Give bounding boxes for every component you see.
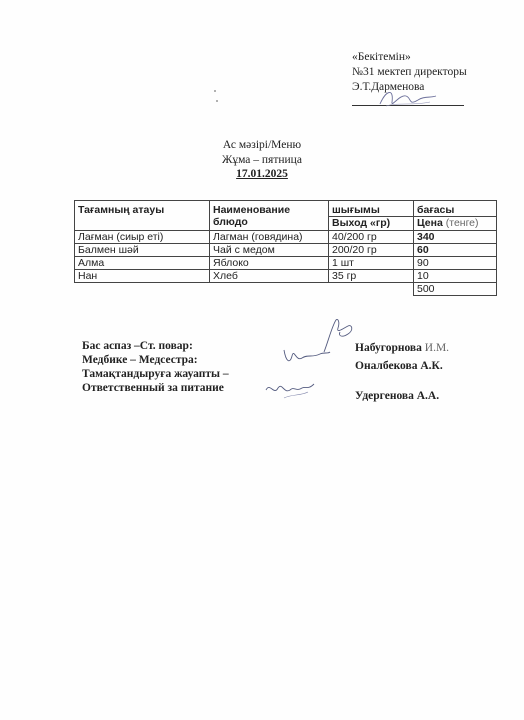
col-header-name-ru: Наименование блюдо bbox=[210, 201, 329, 231]
dish-name-kz: Балмен шәй bbox=[75, 244, 210, 257]
dish-price: 10 bbox=[414, 270, 497, 283]
staff-names bbox=[355, 341, 449, 403]
chef-name bbox=[355, 341, 449, 355]
responsible-name: Удергенова А.А. bbox=[355, 390, 440, 402]
menu-title: Ас мәзірі/Меню bbox=[222, 139, 302, 151]
col-header-yield-kz: шығымы bbox=[329, 201, 414, 217]
menu-day: Жұма – пятница bbox=[222, 153, 302, 166]
dish-name-kz: Нан bbox=[75, 270, 210, 283]
dish-yield: 1 шт bbox=[329, 257, 414, 270]
scan-specks bbox=[214, 90, 220, 104]
table-total-row bbox=[75, 283, 497, 296]
dish-name-ru: Лагман (говядина) bbox=[210, 231, 329, 244]
approval-director-name: Э.Т.Дарменова bbox=[352, 81, 425, 93]
dish-name-ru: Хлеб bbox=[210, 270, 329, 283]
dish-name-ru: Яблоко bbox=[210, 257, 329, 270]
total-price: 500 bbox=[414, 283, 497, 296]
dish-name-kz: Алма bbox=[75, 257, 210, 270]
dish-name-kz: Лағман (сиыр еті) bbox=[75, 231, 210, 244]
responsible-signature bbox=[262, 378, 318, 404]
col-header-price-ru bbox=[414, 217, 497, 231]
approval-position: №31 мектеп директоры bbox=[352, 66, 467, 78]
staff-roles bbox=[82, 339, 229, 395]
responsible-role-ru: Ответственный за питание bbox=[82, 382, 224, 394]
dish-price: 90 bbox=[414, 257, 497, 270]
chef-initials: И.М. bbox=[424, 342, 450, 354]
table-header-row bbox=[75, 201, 497, 217]
menu-date: 17.01.2025 bbox=[236, 168, 288, 180]
responsible-role-kz: Тамақтандыруға жауапты – bbox=[82, 368, 229, 380]
table-row bbox=[75, 270, 497, 283]
col-header-price-kz: бағасы bbox=[414, 201, 497, 217]
table-row bbox=[75, 257, 497, 270]
nurse-signature bbox=[280, 342, 332, 368]
director-signature bbox=[372, 84, 442, 112]
approval-heading: «Бекітемін» bbox=[352, 51, 411, 63]
col-header-price-label: Цена bbox=[417, 217, 443, 229]
dish-yield: 40/200 гр bbox=[329, 231, 414, 244]
nurse-role: Медбике – Медсестра: bbox=[82, 354, 198, 366]
menu-title-block bbox=[0, 138, 524, 182]
dish-yield: 35 гр bbox=[329, 270, 414, 283]
chef-surname: Набугорнова bbox=[355, 342, 422, 354]
dish-price: 340 bbox=[414, 231, 497, 244]
nurse-name: Оналбекова А.К. bbox=[355, 360, 443, 372]
col-header-price-unit: (тенге) bbox=[445, 217, 479, 229]
chef-role: Бас аспаз –Ст. повар: bbox=[82, 340, 193, 352]
table-row bbox=[75, 244, 497, 257]
dish-yield: 200/20 гр bbox=[329, 244, 414, 257]
table-row bbox=[75, 231, 497, 244]
col-header-yield-ru: Выход «гр) bbox=[329, 217, 414, 231]
dish-name-ru: Чай с медом bbox=[210, 244, 329, 257]
col-header-name-kz: Тағамның атауы bbox=[75, 201, 210, 231]
dish-price: 60 bbox=[414, 244, 497, 257]
menu-table bbox=[74, 200, 497, 296]
